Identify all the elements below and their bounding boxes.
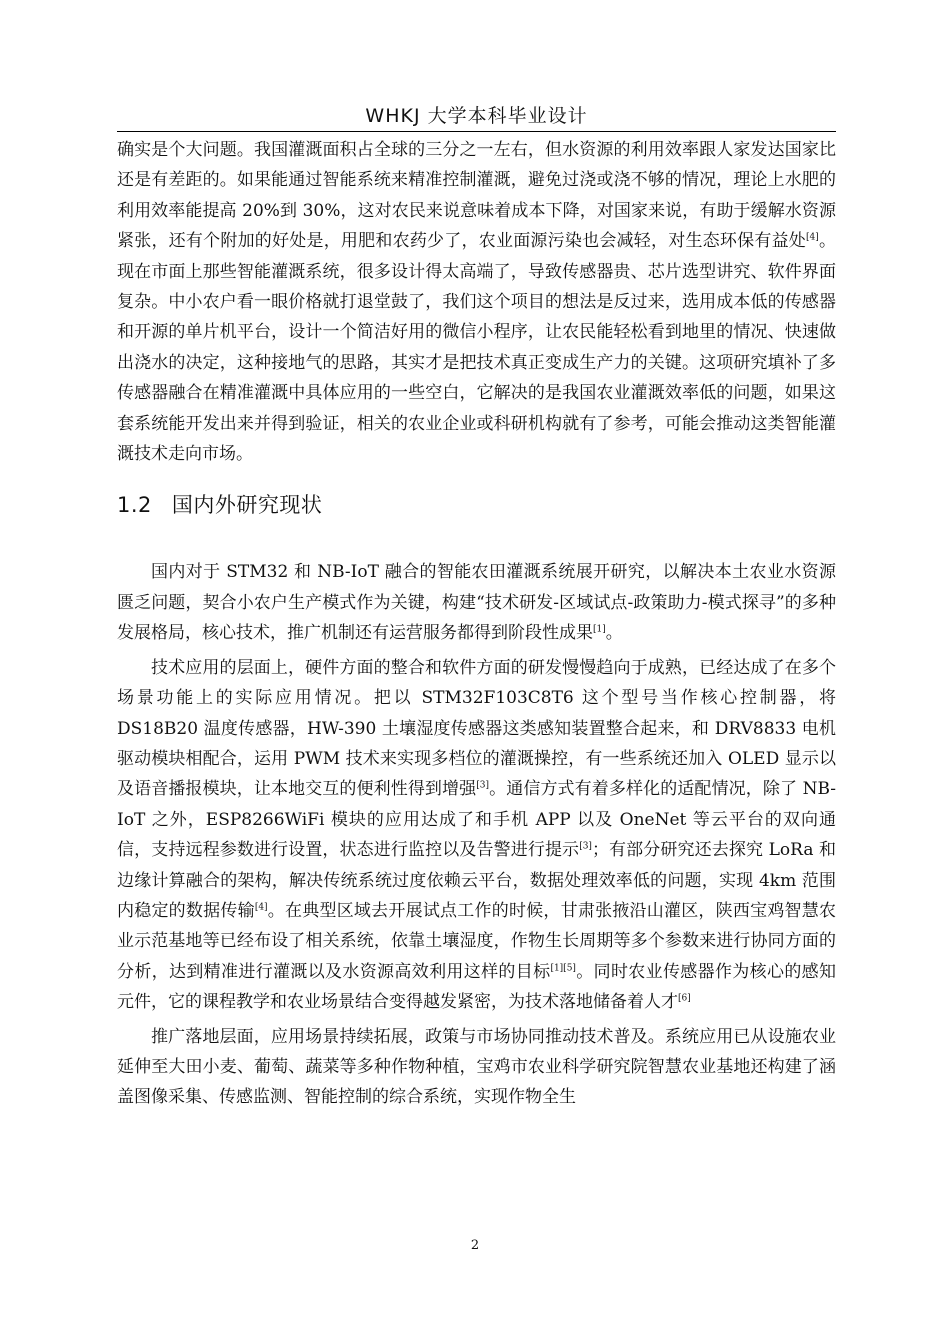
spacer [117, 527, 836, 557]
paragraph-text: 国内对于 STM32 和 NB-IoT 融合的智能农田灌溉系统展开研究，以解决本土农业水资源匮乏问题，契合小农户生产模式作为关键，构建“技术研发-区域试点-政策助力-模式探寻”的多种发展格局，核心技术，推广机制还有运营服务都得到阶段性成果 [117, 562, 836, 644]
paragraph-text: 技术应用的层面上，硬件方面的整合和软件方面的研发慢慢趋向于成熟，已经达成了在多个场景功能上的实际应用情况。把以 STM32F103C8T6 这个型号当作核心控制器，将 DS18B20 温度传感器，HW-390 土壤湿度传感器这类感知装置整合起来，和 DRV8833 电机驱动模块相配合，运用 PWM 技术来实现多档位的灌溉操控，有一些系统还加入 OLED 显示以及语音播报模块，让本地交互的便利性得到增强 [117, 657, 836, 800]
page-header: WHKJ 大学本科毕业设计 [365, 105, 588, 127]
paragraph-text: ；有部分研究还去探究 LoRa 和边缘计算融合的架构，解决传统系统过度依赖云平台，数据处理效率低的问题，实现 4km 范围内稳定的数据传输 [117, 840, 837, 921]
paragraph-text: 。同时农业传感器作为核心的感知元件，它的课程教学和农业场景结合变得越发紧密，为技术落地储备着人才 [117, 961, 836, 1013]
paragraph-text: 。通信方式有着多样化的适配情况，除了 NB-IoT 之外，ESP8266WiFi 模块的应用达成了和手机 APP 以及 OneNet 等云平台的双向通信，支持远程参数进行设置，状态进行监控以及告警进行提示 [117, 779, 836, 861]
paragraph-text: 。 [605, 623, 623, 644]
header-rule [117, 131, 836, 132]
section-number: 1.2 [117, 493, 152, 518]
citation[interactable]: [6] [678, 993, 691, 1004]
paragraph-text: 。在典型区域去开展试点工作的时候，甘肃张掖沿山灌区，陕西宝鸡智慧农业示范基地等已经布设了相关系统，依靠土壤湿度，作物生长周期等多个参数来进行协同方面的分析，达到精准进行灌溉以及水资源高效利用这样的目标 [117, 900, 837, 982]
document-body [117, 135, 836, 1113]
section-heading [117, 483, 836, 527]
paragraph-text: 。现在市面上那些智能灌溉系统，很多设计得太高端了，导致传感器贵、芯片选型讲究、软件界面复杂。中小农户看一眼价格就打退堂鼓了，我们这个项目的想法是反过来，选用成本低的传感器和开源的单片机平台，设计一个简洁好用的微信小程序，让农民能轻松看到地里的情况、快速做出浇水的决定，这种接地气的思路，其实才是把技术真正变成生产力的关键。这项研究填补了多传感器融合在精准灌溉中具体应用的一些空白，它解决的是我国农业灌溉效率低的问题，如果这套系统能开发出来并得到验证，相关的农业企业或科研机构就有了参考，可能会推动这类智能灌溉技术走向市场。 [117, 231, 837, 465]
page-number: 2 [470, 1238, 480, 1253]
paragraph-technical-application [117, 653, 836, 1018]
paragraph-domestic-research [117, 557, 836, 648]
paragraph-text: 推广落地层面，应用场景持续拓展，政策与市场协同推动技术普及。系统应用已从设施农业延伸至大田小麦、葡萄、蔬菜等多种作物种植，宝鸡市农业科学研究院智慧农业基地还构建了涵盖图像采集、传感监测、智能控制的综合系统，实现作物全生 [117, 1026, 836, 1108]
paragraph-text: 确实是个大问题。我国灌溉面积占全球的三分之一左右，但水资源的利用效率跟人家发达国家比还是有差距的。如果能通过智能系统来精准控制灌溉，避免过浇或浇不够的情况，理论上水肥的利用效率能提高 20%到 30%，这对农民来说意味着成本下降，对国家来说，有助于缓解水资源紧张，还有个附加的好处是，用肥和农药少了，农业面源污染也会减轻，对生态环保有益处 [117, 140, 836, 252]
section-title: 国内外研究现状 [171, 493, 323, 518]
citation[interactable]: [3] [476, 780, 490, 791]
paragraph-promotion [117, 1022, 836, 1113]
paragraph-intro-continued [117, 135, 836, 469]
citation[interactable]: [4] [254, 902, 268, 913]
citation[interactable]: [1] [593, 624, 606, 635]
citation[interactable]: [1][5] [550, 963, 576, 974]
citation[interactable]: [4] [806, 232, 819, 243]
citation[interactable]: [3] [579, 841, 592, 852]
